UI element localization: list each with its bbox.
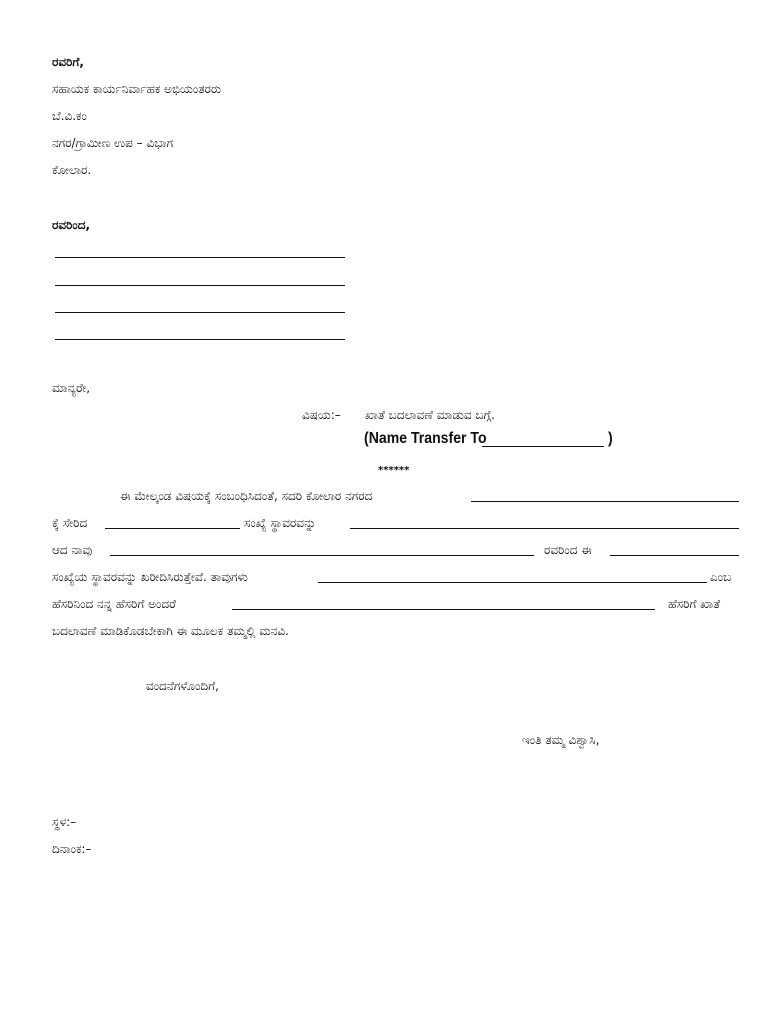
body-line-2a: ಕ್ಕೆ ಸೇರಿದ <box>52 516 88 530</box>
applicant-names-blank <box>110 555 534 556</box>
subject-label: ವಿಷಯ:– <box>302 408 341 422</box>
recipient-organization: ಬೆ.ವಿ.ಕಂ <box>52 109 87 123</box>
place-label: ಸ್ಥಳ:– <box>52 815 77 829</box>
subject-english-suffix: ) <box>608 430 613 447</box>
city-area-blank <box>471 501 739 502</box>
date-label: ದಿನಾಂಕ:– <box>52 842 92 856</box>
separator-stars: ****** <box>378 465 410 476</box>
transfer-to-blank <box>482 446 604 447</box>
body-line-3b: ರವರಿಂದ ಈ <box>544 543 592 557</box>
body-line-2b: ಸಂಖ್ಯೆ ಸ್ಥಾವರವನ್ನು <box>244 516 317 530</box>
recipient-designation: ಸಹಾಯಕ ಕಾರ್ಯನಿರ್ವಾಹಕ ಅಭಿಯಂತರರು <box>52 82 222 96</box>
recipient-division: ನಗರ/ಗ್ರಾಮೀಣ ಉಪ – ವಿಭಾಗ <box>52 136 174 150</box>
installation-number-blank <box>350 528 739 529</box>
sender-line-4 <box>55 339 345 340</box>
seller-name-blank <box>610 555 739 556</box>
body-line-1: ಈ ಮೇಲ್ಕಂಡ ವಿಷಯಕ್ಕೆ ಸಂಬಂಧಿಸಿದಂತೆ, ಸದರಿ ಕೋಲಾರ ನಗರದ <box>120 489 373 503</box>
body-line-3a: ಆದ ನಾವು <box>52 543 93 557</box>
sender-line-1 <box>55 257 345 258</box>
body-line-4a: ಸಂಖ್ಯೆಯ ಸ್ಥಾವರವನ್ನು ಖರೀದಿಸಿರುತ್ತೇವೆ. ತಾವುಗಳು <box>52 570 248 584</box>
previous-name-blank <box>318 582 707 583</box>
ward-blank <box>105 528 240 529</box>
recipient-city: ಕೋಲಾರ. <box>52 163 92 177</box>
subject-text: ಖಾತೆ ಬದಲಾವಣೆ ಮಾಡುವ ಬಗ್ಗೆ. <box>365 408 495 422</box>
sender-line-2 <box>55 285 345 286</box>
body-line-5a: ಹೆಸರಿನಿಂದ ನನ್ನ ಹೆಸರಿಗೆ ಅಂದರೆ <box>52 597 176 611</box>
regards: ವಂದನೆಗಳೊಂದಿಗೆ, <box>146 679 219 693</box>
signoff: ಇಂತಿ ತಮ್ಮ ವಿಶ್ವಾಸಿ, <box>522 733 600 747</box>
sender-line-3 <box>55 312 345 313</box>
subject-english-prefix: (Name Transfer To <box>364 430 487 447</box>
from-salutation: ರವರಿಂದ, <box>52 218 91 232</box>
body-line-6: ಬದಲಾವಣೆ ಮಾಡಿಕೊಡಬೇಕಾಗಿ ಈ ಮೂಲಕ ತಮ್ಮಲ್ಲಿ ಮನವಿ. <box>52 624 289 638</box>
body-line-4b: ಎಂಬ <box>710 570 732 584</box>
new-name-blank <box>232 609 655 610</box>
greeting: ಮಾನ್ಯರೇ, <box>52 381 91 395</box>
body-line-5b: ಹೆಸರಿಗೆ ಖಾತೆ <box>668 597 721 611</box>
to-salutation: ರವರಿಗೆ, <box>52 55 84 69</box>
